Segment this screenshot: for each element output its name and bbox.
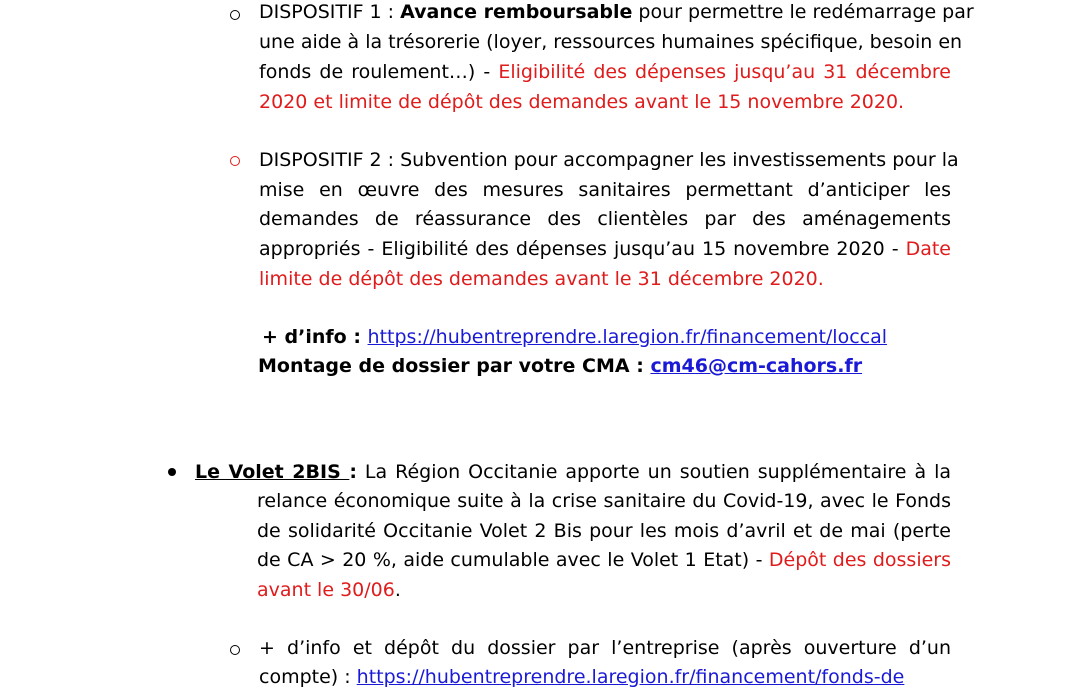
info-line (262, 322, 887, 352)
loccal-link[interactable]: https://hubentreprendre.laregion.fr/financement/loccal (367, 326, 888, 348)
dispositif-1-line-2: une aide à la trésorerie (loyer, ressources humaines spécifique, besoin en (259, 31, 963, 53)
volet-period: . (394, 579, 401, 601)
dispositif-2-line-4 (259, 234, 951, 264)
dispositif-1-line-3 (259, 57, 951, 87)
info2-line-1: + d’info et dépôt du dossier par l’entreprise (après ouverture d’un (259, 637, 951, 659)
dispositif-1-title: Avance remboursable (400, 1, 633, 23)
fonds-link[interactable]: https://hubentreprendre.laregion.fr/financement/fonds-de (356, 666, 905, 688)
dispositif-1-text: pour permettre le redémarrage par (632, 1, 974, 23)
montage-line (258, 351, 862, 381)
dispositif-2-line-3: demandes de réassurance des clientèles par des aménagements (259, 208, 951, 230)
circle-bullet-icon (230, 645, 240, 655)
volet-text: de CA > 20 %, aide cumulable avec le Volet 1 Etat) - (257, 549, 769, 571)
dispositif-1-line-1 (259, 0, 974, 27)
bullet-dot-icon (168, 468, 176, 476)
dispositif-2-deadline: Date (905, 238, 951, 260)
volet-line-2: relance économique suite à la crise sanitaire du Covid-19, avec le Fonds (257, 490, 951, 512)
dispositif-2-line-5: limite de dépôt des demandes avant le 31 décembre 2020. (259, 268, 824, 290)
volet-line-3: de solidarité Occitanie Volet 2 Bis pour les mois d’avril et de mai (perte (257, 520, 951, 542)
dispositif-2-text: appropriés - Eligibilité des dépenses jusqu’au 15 novembre 2020 - (259, 238, 906, 260)
volet-line-5 (257, 575, 401, 605)
circle-bullet-icon (230, 156, 240, 166)
montage-label: Montage de dossier par votre CMA : (258, 355, 651, 377)
volet-deadline-date: avant le 30/06 (257, 579, 395, 601)
info2-text: compte) : (259, 666, 357, 688)
dispositif-2-line-2: mise en œuvre des mesures sanitaires permettant d’anticiper les (259, 179, 951, 201)
volet-colon: : (349, 461, 357, 483)
volet-text: La Région Occitanie apporte un soutien supplémentaire à la (356, 461, 951, 483)
circle-bullet-icon (230, 10, 240, 20)
info2-line-2 (259, 662, 904, 692)
dispositif-1-eligibility: Eligibilité des dépenses jusqu’au 31 décembre (498, 61, 952, 83)
volet-line-1 (195, 457, 951, 487)
volet-deadline: Dépôt des dossiers (768, 549, 951, 571)
dispositif-1-label: DISPOSITIF 1 : (259, 1, 401, 23)
cma-email-link[interactable]: cm46@cm-cahors.fr (650, 355, 863, 377)
volet-title: Le Volet 2BIS (195, 461, 350, 483)
volet-line-4 (257, 545, 951, 575)
info-label: + d’info : (262, 326, 368, 348)
dispositif-2-line-1: DISPOSITIF 2 : Subvention pour accompagner les investissements pour la (259, 149, 959, 171)
dispositif-1-text: fonds de roulement…) - (259, 61, 499, 83)
dispositif-1-line-4: 2020 et limite de dépôt des demandes avant le 15 novembre 2020. (259, 91, 905, 113)
